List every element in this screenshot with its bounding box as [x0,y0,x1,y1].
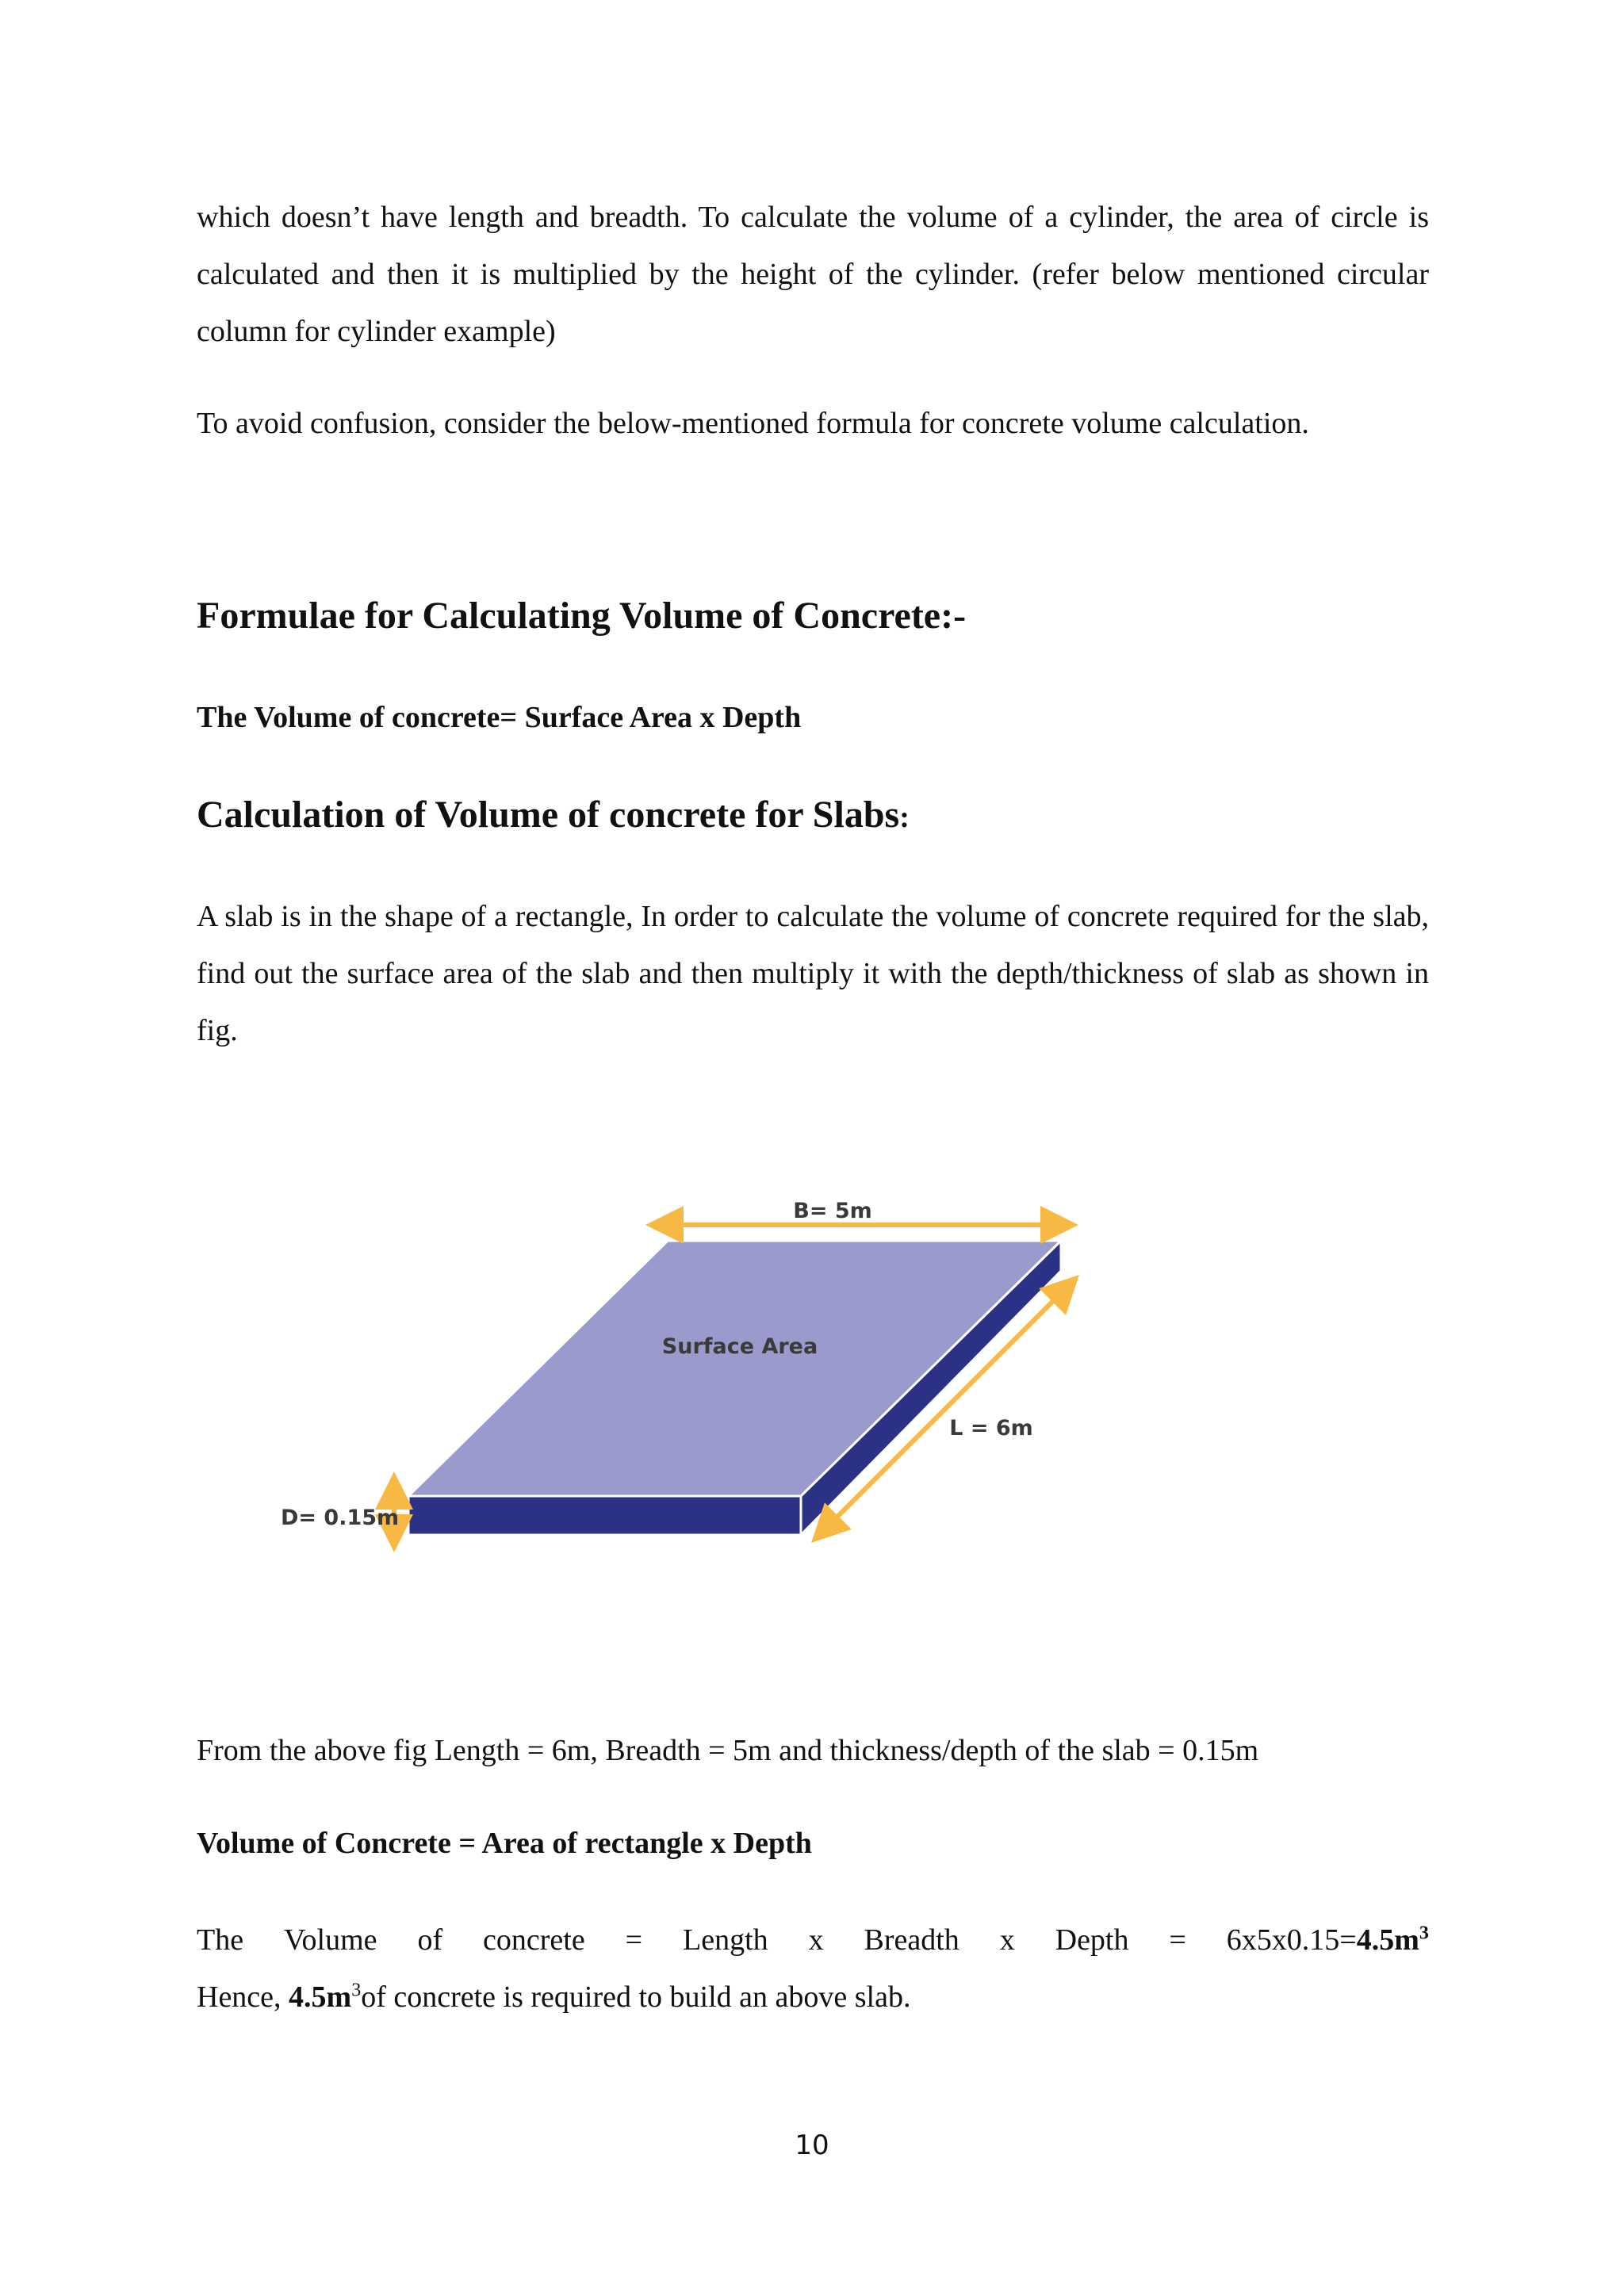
vol-token: = [1169,1923,1186,1957]
hence-value: 4.5m [289,1980,352,2014]
page-number: 10 [795,2130,829,2161]
vol-token: concrete [483,1923,585,1957]
vol-token: Volume [284,1923,377,1957]
hence-suffix: of concrete is required to build an above slab. [361,1980,911,2014]
slabs-heading-colon: : [899,801,910,834]
hence-exponent: 3 [351,1980,362,2001]
intro-paragraph: which doesn’t have length and breadth. To calculate the volume of a cylinder, the area of circle is calculated and then it is multiplied by the height of the cylinder. (refer below mentioned circular column for cylinder example) [197,201,1429,348]
slabs-heading-text: Calculation of Volume of concrete for Slabs [197,794,900,836]
vol-token: Length [683,1923,768,1957]
length-label: L = 6m [949,1416,1033,1441]
vol-result-value: 4.5m [1356,1923,1419,1957]
vol-token: Breadth [864,1923,959,1957]
vol-token: = [625,1923,643,1957]
confusion-paragraph: To avoid confusion, consider the below-mentioned formula for concrete volume calculation. [197,407,1309,440]
vol-expression: 6x5x0.15= [1226,1923,1357,1957]
vol-token: x [808,1923,824,1957]
surface-area-label: Surface Area [661,1334,818,1359]
formula-line: The Volume of concrete= Surface Area x Depth [197,701,802,734]
hence-line [197,1976,910,2019]
vol-token: The [197,1923,244,1957]
slab-shape-paragraph: A slab is in the shape of a rectangle, In order to calculate the volume of concrete required for the slab, find out the surface area of the slab and then multiply it with the depth/thickness of slab as shown in fig. [197,900,1429,1047]
vol-token: Depth [1055,1923,1129,1957]
volume-calculation-line [197,1919,1429,1961]
vol-token: x [999,1923,1015,1957]
vol-token: of [417,1923,443,1957]
hence-prefix: Hence, [197,1980,289,2014]
depth-label: D= 0.15m [281,1506,400,1530]
formulae-heading: Formulae for Calculating Volume of Concrete:- [197,595,967,637]
vol-result-exponent: 3 [1419,1923,1429,1944]
slab-front-face [408,1496,801,1535]
breadth-label: B= 5m [793,1199,872,1223]
vol-result [1227,1919,1429,1961]
from-fig-paragraph: From the above fig Length = 6m, Breadth = 5m and thickness/depth of the slab = 0.15m [197,1734,1259,1767]
volume-rectangle-formula: Volume of Concrete = Area of rectangle x Depth [197,1827,812,1860]
